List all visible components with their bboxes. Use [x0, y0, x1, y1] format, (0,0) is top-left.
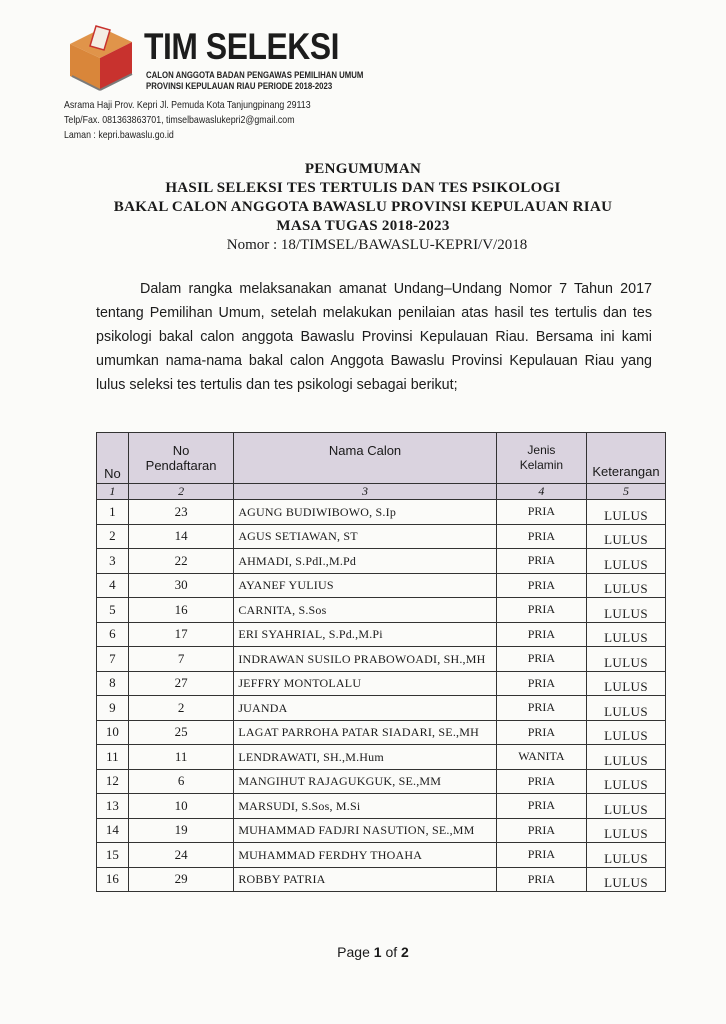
- table-row: [97, 524, 666, 549]
- row-jenis-kelamin: PRIA: [496, 769, 586, 794]
- row-keterangan: LULUS: [587, 720, 666, 745]
- row-jenis-kelamin: PRIA: [496, 818, 586, 843]
- row-jenis-kelamin: PRIA: [496, 867, 586, 892]
- table-row: [97, 769, 666, 794]
- website: Laman : kepri.bawaslu.go.id: [64, 129, 174, 141]
- row-jenis-kelamin: PRIA: [496, 647, 586, 672]
- row-nama: MARSUDI, S.Sos, M.Si: [234, 794, 496, 819]
- row-keterangan: LULUS: [587, 573, 666, 598]
- heading-line3: BAKAL CALON ANGGOTA BAWASLU PROVINSI KEPULAUAN RIAU: [113, 199, 613, 215]
- table-row: [97, 818, 666, 843]
- intro-paragraph: Dalam rangka melaksanakan amanat Undang–Undang Nomor 7 Tahun 2017 tentang Pemilihan Umum, setelah melakukan penilaian atas hasil tes tertulis dan tes psikologi bakal calon anggota Bawaslu Provinsi Kepulauan Riau. Bersama ini kami umumkan nama-nama bakal calon Anggota Bawaslu Provinsi Kepulauan Riau yang lulus seleksi tes tertulis dan tes psikologi sebagai berikut;: [96, 281, 652, 393]
- row-no: 11: [97, 745, 129, 770]
- header-keterangan: Keterangan: [587, 433, 666, 484]
- row-no: 5: [97, 598, 129, 623]
- row-no: 8: [97, 671, 129, 696]
- address: Asrama Haji Prov. Kepri Jl. Pemuda Kota Tanjungpinang 29113: [64, 99, 311, 111]
- row-no: 2: [97, 524, 129, 549]
- table-row: [97, 745, 666, 770]
- table-row: [97, 500, 666, 525]
- table-header-row: [97, 433, 666, 484]
- current-page: 1: [373, 944, 382, 960]
- index-4: 4: [496, 484, 586, 500]
- row-nama: MANGIHUT RAJAGUKGUK, SE.,MM: [234, 769, 496, 794]
- row-nama: AHMADI, S.PdI.,M.Pd: [234, 549, 496, 574]
- row-no: 1: [97, 500, 129, 525]
- contact-info: [64, 98, 311, 143]
- row-keterangan: LULUS: [587, 745, 666, 770]
- row-nama: CARNITA, S.Sos: [234, 598, 496, 623]
- brand-subtitle: [146, 70, 363, 92]
- row-nama: LENDRAWATI, SH.,M.Hum: [234, 745, 496, 770]
- row-jenis-kelamin: PRIA: [496, 598, 586, 623]
- table-row: [97, 598, 666, 623]
- header-no: No: [97, 433, 129, 484]
- header-pendaftaran-line1: No: [172, 443, 190, 458]
- table-row: [97, 794, 666, 819]
- table-row: [97, 720, 666, 745]
- row-jenis-kelamin: PRIA: [496, 671, 586, 696]
- row-pendaftaran: 14: [128, 524, 233, 549]
- row-nama: INDRAWAN SUSILO PRABOWOADI, SH.,MH: [234, 647, 496, 672]
- row-jenis-kelamin: WANITA: [496, 745, 586, 770]
- header-nama: Nama Calon: [234, 433, 496, 484]
- document-number: Nomor : 18/TIMSEL/BAWASLU-KEPRI/V/2018: [226, 237, 528, 253]
- heading-line1: PENGUMUMAN: [304, 161, 422, 177]
- row-keterangan: LULUS: [587, 500, 666, 525]
- table-row: [97, 647, 666, 672]
- row-pendaftaran: 11: [128, 745, 233, 770]
- row-keterangan: LULUS: [587, 818, 666, 843]
- row-keterangan: LULUS: [587, 769, 666, 794]
- row-nama: MUHAMMAD FADJRI NASUTION, SE.,MM: [234, 818, 496, 843]
- brand-title: TIM SELEKSI: [144, 26, 340, 67]
- row-no: 3: [97, 549, 129, 574]
- candidate-table: [96, 432, 666, 892]
- row-nama: ERI SYAHRIAL, S.Pd.,M.Pi: [234, 622, 496, 647]
- table-row: [97, 671, 666, 696]
- table-row: [97, 622, 666, 647]
- header-jenis-line2: Kelamin: [519, 458, 564, 472]
- row-nama: JUANDA: [234, 696, 496, 721]
- row-pendaftaran: 7: [128, 647, 233, 672]
- header-pendaftaran: [128, 433, 233, 484]
- row-pendaftaran: 6: [128, 769, 233, 794]
- announcement-heading: [0, 160, 726, 255]
- row-keterangan: LULUS: [587, 794, 666, 819]
- row-pendaftaran: 29: [128, 867, 233, 892]
- row-keterangan: LULUS: [587, 843, 666, 868]
- row-nama: ROBBY PATRIA: [234, 867, 496, 892]
- row-nama: LAGAT PARROHA PATAR SIADARI, SE.,MH: [234, 720, 496, 745]
- row-jenis-kelamin: PRIA: [496, 622, 586, 647]
- phone-email: Telp/Fax. 081363863701, timselbawaslukepri2@gmail.com: [64, 114, 295, 126]
- row-pendaftaran: 22: [128, 549, 233, 574]
- heading-line2: HASIL SELEKSI TES TERTULIS DAN TES PSIKOLOGI: [165, 180, 561, 196]
- table-index-row: [97, 484, 666, 500]
- row-jenis-kelamin: PRIA: [496, 696, 586, 721]
- row-pendaftaran: 19: [128, 818, 233, 843]
- index-5: 5: [587, 484, 666, 500]
- index-3: 3: [234, 484, 496, 500]
- row-nama: JEFFRY MONTOLALU: [234, 671, 496, 696]
- row-keterangan: LULUS: [587, 696, 666, 721]
- table-row: [97, 843, 666, 868]
- row-keterangan: LULUS: [587, 867, 666, 892]
- row-keterangan: LULUS: [587, 524, 666, 549]
- brand-subtitle-line2: PROVINSI KEPULAUAN RIAU PERIODE 2018-2023: [146, 81, 333, 92]
- row-no: 12: [97, 769, 129, 794]
- row-no: 16: [97, 867, 129, 892]
- row-jenis-kelamin: PRIA: [496, 843, 586, 868]
- row-pendaftaran: 24: [128, 843, 233, 868]
- header-pendaftaran-line2: Pendaftaran: [145, 458, 217, 473]
- row-pendaftaran: 30: [128, 573, 233, 598]
- row-jenis-kelamin: PRIA: [496, 794, 586, 819]
- row-jenis-kelamin: PRIA: [496, 524, 586, 549]
- row-no: 4: [97, 573, 129, 598]
- row-nama: AYANEF YULIUS: [234, 573, 496, 598]
- row-keterangan: LULUS: [587, 622, 666, 647]
- letterhead: [64, 20, 394, 160]
- row-keterangan: LULUS: [587, 647, 666, 672]
- header-jenis-kelamin: [496, 433, 586, 484]
- row-no: 15: [97, 843, 129, 868]
- row-pendaftaran: 23: [128, 500, 233, 525]
- ballot-box-logo-icon: [66, 24, 136, 92]
- row-jenis-kelamin: PRIA: [496, 549, 586, 574]
- brand-subtitle-line1: CALON ANGGOTA BADAN PENGAWAS PEMILIHAN UMUM: [146, 70, 364, 81]
- row-no: 14: [97, 818, 129, 843]
- page-label: Page: [337, 944, 370, 960]
- table-row: [97, 696, 666, 721]
- table-body: [97, 500, 666, 892]
- row-pendaftaran: 16: [128, 598, 233, 623]
- index-2: 2: [128, 484, 233, 500]
- row-nama: MUHAMMAD FERDHY THOAHA: [234, 843, 496, 868]
- row-pendaftaran: 17: [128, 622, 233, 647]
- row-no: 13: [97, 794, 129, 819]
- row-jenis-kelamin: PRIA: [496, 720, 586, 745]
- row-keterangan: LULUS: [587, 549, 666, 574]
- page-number: [0, 944, 726, 960]
- table-row: [97, 549, 666, 574]
- row-pendaftaran: 25: [128, 720, 233, 745]
- header-jenis-line1: Jenis: [527, 443, 556, 457]
- index-1: 1: [97, 484, 129, 500]
- row-pendaftaran: 27: [128, 671, 233, 696]
- table-row: [97, 867, 666, 892]
- row-no: 6: [97, 622, 129, 647]
- row-no: 7: [97, 647, 129, 672]
- row-pendaftaran: 10: [128, 794, 233, 819]
- row-no: 10: [97, 720, 129, 745]
- row-jenis-kelamin: PRIA: [496, 500, 586, 525]
- row-nama: AGUNG BUDIWIBOWO, S.Ip: [234, 500, 496, 525]
- row-pendaftaran: 2: [128, 696, 233, 721]
- row-nama: AGUS SETIAWAN, ST: [234, 524, 496, 549]
- total-pages: 2: [401, 944, 409, 960]
- row-keterangan: LULUS: [587, 671, 666, 696]
- heading-line4: MASA TUGAS 2018-2023: [276, 218, 450, 234]
- table-row: [97, 573, 666, 598]
- row-jenis-kelamin: PRIA: [496, 573, 586, 598]
- row-keterangan: LULUS: [587, 598, 666, 623]
- of-label: of: [385, 944, 398, 960]
- row-no: 9: [97, 696, 129, 721]
